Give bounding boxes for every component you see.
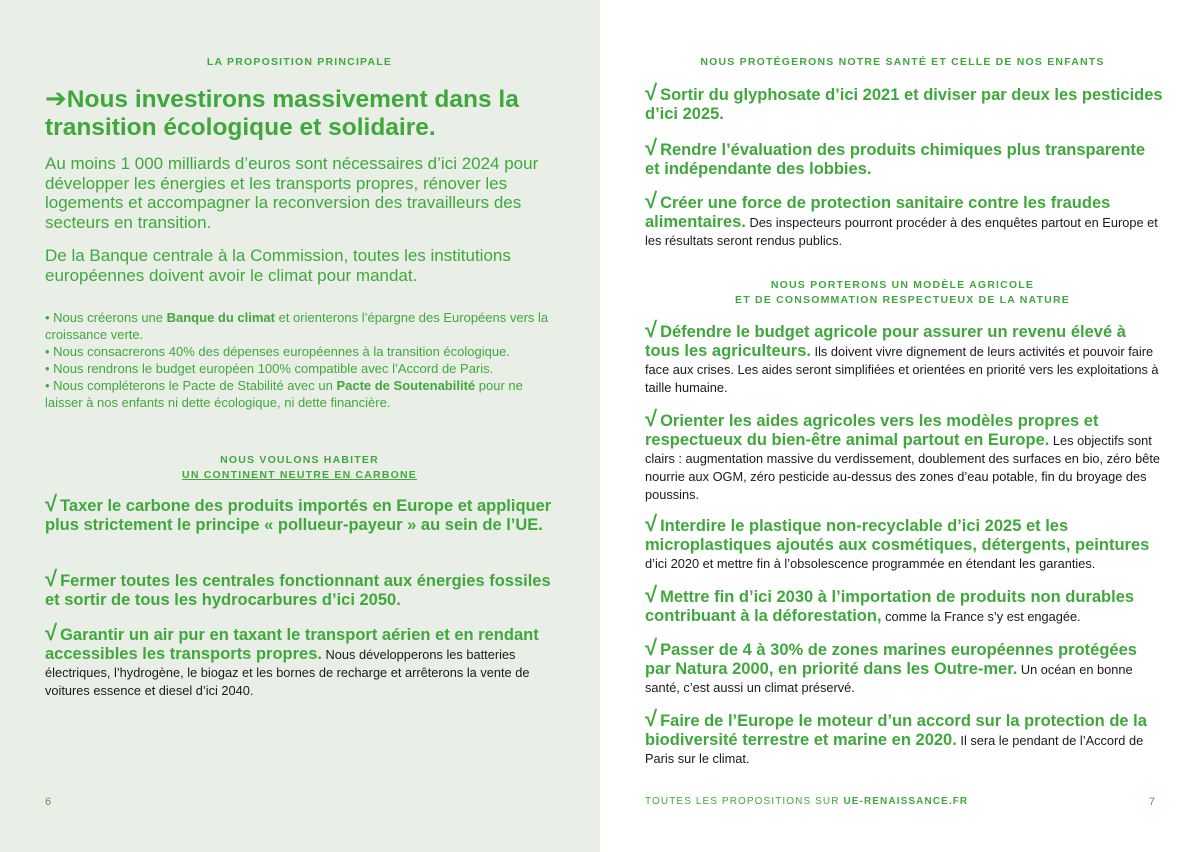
- section-label-carbon: [45, 453, 554, 483]
- bullet-item: • Nous créerons une Banque du climat et orienterons l’épargne des Européens vers la croissance verte.: [45, 310, 549, 342]
- section-label-line: ET DE CONSOMMATION RESPECTUEUX DE LA NATURE: [735, 294, 1070, 306]
- proposal-body: Ils doivent vivre dignement de leurs activités et pouvoir faire face aux crises. Les aides seront simplifiées et orientées en priorité vers les exploitations à taille humaine.: [645, 344, 1159, 395]
- lead-title: [45, 84, 554, 142]
- checkmark-icon: √: [645, 582, 658, 607]
- intro-paragraph-2: De la Banque centrale à la Commission, toutes les institutions européennes doivent avoir le climat pour mandat.: [45, 246, 511, 285]
- footer-text: TOUTES LES PROPOSITIONS SUR: [645, 796, 844, 807]
- section-label-line: NOUS VOULONS HABITER: [220, 454, 379, 466]
- proposal-heading: Défendre le budget agricole pour assurer un revenu élevé à tous les agriculteurs.: [645, 323, 1126, 360]
- checkmark-icon: √: [45, 566, 58, 591]
- section-label-main-proposal: [45, 55, 554, 70]
- proposal-heading: Faire de l’Europe le moteur d’un accord sur la protection de la biodiversité terrestre et marine en 2020.: [645, 712, 1147, 749]
- checkmark-icon: √: [645, 635, 658, 660]
- proposal-body: Les objectifs sont clairs : augmentation massive du verdissement, doublement des surfaces en bio, zéro bête nourrie aux OGM, zéro pesticide au-dessus des zones d’eau potable, fin du broyage des poussins.: [645, 433, 1160, 502]
- lead-title-text: Nous investirons massivement dans la transition écologique et solidaire.: [45, 86, 519, 141]
- proposal-body: Il sera le pendant de l’Accord de Paris sur le climat.: [645, 733, 1144, 766]
- proposal-item: [45, 566, 564, 610]
- checkmark-icon: √: [645, 511, 658, 536]
- checkmark-icon: √: [645, 135, 658, 160]
- bullet-item: • Nous rendrons le budget européen 100% compatible avec l’Accord de Paris.: [45, 361, 494, 376]
- proposal-body: comme la France s’y est engagée.: [881, 609, 1081, 624]
- checkmark-icon: √: [45, 620, 58, 645]
- proposal-heading: Passer de 4 à 30% de zones marines européennes protégées par Natura 2000, en priorité dans les Outre-mer.: [645, 641, 1137, 678]
- proposal-heading: Interdire le plastique non-recyclable d’ici 2025 et les microplastiques ajoutés aux cosmétiques, détergents, peintures: [645, 517, 1150, 554]
- proposal-item: [645, 80, 1164, 124]
- proposal-heading: Garantir un air pur en taxant le transport aérien et en rendant accessibles les transports propres.: [45, 626, 539, 663]
- proposal-item: [645, 511, 1164, 573]
- proposal-heading: Créer une force de protection sanitaire contre les fraudes alimentaires.: [645, 194, 1111, 231]
- proposal-body: Un océan en bonne santé, c’est aussi un climat préservé.: [645, 662, 1133, 695]
- proposal-heading: Sortir du glyphosate d’ici 2021 et diviser par deux les pesticides d’ici 2025.: [645, 86, 1163, 123]
- proposal-item: [645, 317, 1164, 397]
- checkmark-icon: √: [45, 491, 58, 516]
- footer-website-link[interactable]: UE-RENAISSANCE.FR: [843, 796, 969, 807]
- proposal-item: [645, 188, 1164, 250]
- proposal-heading: Orienter les aides agricoles vers les modèles propres et respectueux du bien-être animal partout en Europe.: [645, 412, 1099, 449]
- section-label-line: NOUS PORTERONS UN MODÈLE AGRICOLE: [770, 279, 1035, 291]
- proposal-body: Des inspecteurs pourront procéder à des enquêtes partout en Europe et les résultats seront rendus publics.: [645, 215, 1158, 248]
- right-page: [600, 0, 1200, 852]
- bullet-list: [45, 309, 560, 411]
- page-number: 7: [1148, 796, 1155, 808]
- proposal-item: [645, 582, 1164, 626]
- checkmark-icon: √: [645, 706, 658, 731]
- bullet-item: • Nous consacrerons 40% des dépenses européennes à la transition écologique.: [45, 344, 510, 359]
- proposal-heading: Mettre fin d’ici 2030 à l’importation de produits non durables contribuant à la déforestation,: [645, 588, 1135, 625]
- bullet-item: • Nous compléterons le Pacte de Stabilité avec un Pacte de Soutenabilité pour ne laisser à nos enfants ni dette écologique, ni dette financière.: [45, 378, 523, 410]
- intro-paragraph-1: Au moins 1 000 milliards d’euros sont nécessaires d’ici 2024 pour développer les énergies et les transports propres, rénover les logements et accompagner la reconversion des travailleurs des secteurs en transition.: [45, 154, 539, 232]
- page-number: 6: [45, 796, 52, 808]
- section-label-agriculture: [645, 278, 1160, 308]
- section-label-text: LA PROPOSITION PRINCIPALE: [206, 56, 393, 68]
- checkmark-icon: √: [645, 317, 658, 342]
- section-label-line: UN CONTINENT NEUTRE EN CARBONE: [182, 469, 417, 481]
- footer: [645, 796, 968, 807]
- proposal-body: d’ici 2020 et mettre fin à l’obsolescence programmée en étendant les garanties.: [645, 556, 1096, 571]
- proposal-item: [645, 706, 1164, 768]
- proposal-item: [645, 635, 1164, 697]
- checkmark-icon: √: [645, 188, 658, 213]
- proposal-heading: Rendre l’évaluation des produits chimiques plus transparente et indépendante des lobbies.: [645, 141, 1146, 178]
- checkmark-icon: √: [645, 406, 658, 431]
- proposal-item: [645, 406, 1164, 504]
- proposal-heading: Fermer toutes les centrales fonctionnant aux énergies fossiles et sortir de tous les hydrocarbures d’ici 2050.: [45, 572, 551, 609]
- proposal-item: [45, 620, 564, 700]
- section-label-health: [645, 55, 1160, 70]
- arrow-right-icon: ➔: [45, 83, 67, 113]
- checkmark-icon: √: [645, 80, 658, 105]
- section-label-text: NOUS PROTÉGERONS NOTRE SANTÉ ET CELLE DE NOS ENFANTS: [700, 56, 1105, 68]
- proposal-body: Nous développerons les batteries électriques, l’hydrogène, le biogaz et les bornes de recharge et arrêterons la vente de voitures essence et diesel d’ici 2040.: [45, 647, 530, 698]
- proposal-heading: Taxer le carbone des produits importés en Europe et appliquer plus strictement le principe « pollueur-payeur » au sein de l’UE.: [45, 497, 552, 534]
- proposal-item: [645, 135, 1164, 179]
- proposal-item: [45, 491, 564, 535]
